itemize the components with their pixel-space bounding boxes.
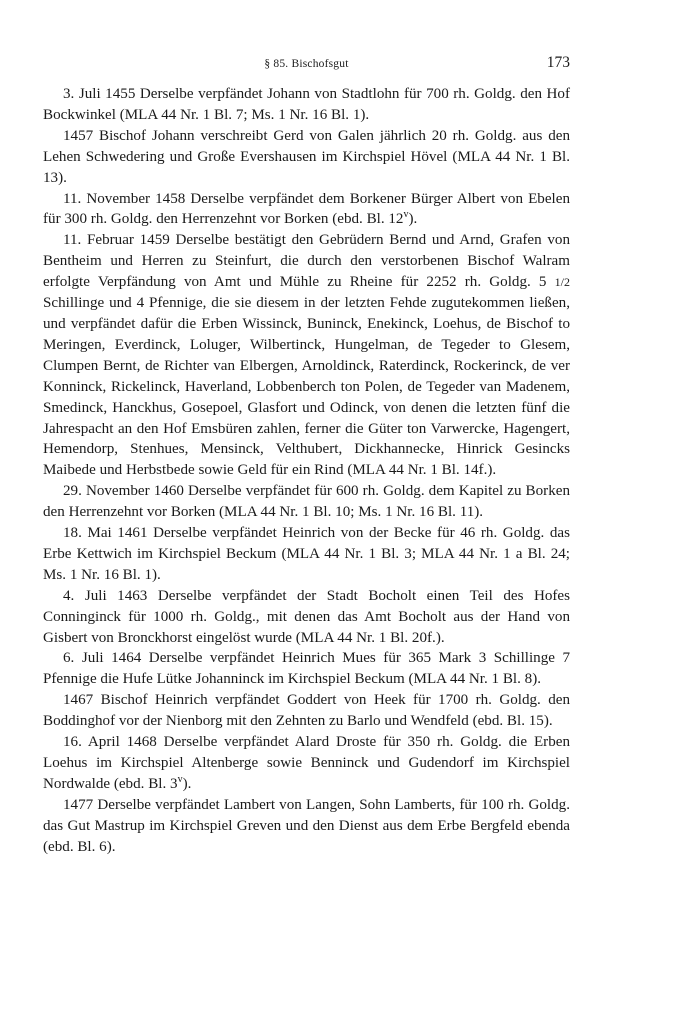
paragraph-text: 11. November 1458 Derselbe verpfändet dem Borkener Bürger Albert von Ebelen für 300 rh. Goldg. den Herrenzehnt vor Borken (ebd. Bl. 12	[43, 190, 570, 228]
paragraph-text: 11. Februar 1459 Derselbe bestätigt den Gebrüdern Bernd und Arnd, Grafen von Bentheim und Herren zu Steinfurt, die durch den verstorbenen Bischof Walram erfolgte Verpfändung von Amt und Mühle zu Rheine für 2252 rh. Goldg. 5	[43, 232, 570, 291]
paragraph-1477: 1477 Derselbe verpfändet Lambert von Langen, Sohn Lamberts, für 100 rh. Goldg. das Gut Mastrup im Kirchspiel Greven und den Dienst aus dem Erbe Bergfeld ebenda (ebd. Bl. 6).	[43, 796, 570, 855]
paragraph-1461: 18. Mai 1461 Derselbe verpfändet Heinrich von der Becke für 46 rh. Goldg. das Erbe Kettwich im Kirchspiel Beckum (MLA 44 Nr. 1 Bl. 3; MLA 44 Nr. 1 a Bl. 24; Ms. 1 Nr. 16 Bl. 1).	[43, 525, 570, 583]
paragraph-text: ).	[182, 775, 192, 792]
paragraph-1455: 3. Juli 1455 Derselbe verpfändet Johann von Stadtlohn für 700 rh. Goldg. den Hof Bockwinkel (MLA 44 Nr. 1 Bl. 7; Ms. 1 Nr. 16 Bl. 1).	[43, 86, 570, 123]
paragraph-text: ).	[408, 211, 418, 228]
paragraph-1459	[43, 230, 570, 481]
paragraph-1457: 1457 Bischof Johann verschreibt Gerd von Galen jährlich 20 rh. Goldg. aus den Lehen Schwedering und Große Evershausen im Kirchspiel Hövel (MLA 44 Nr. 1 Bl. 13).	[43, 127, 570, 186]
paragraph-1464: 6. Juli 1464 Derselbe verpfändet Heinrich Mues für 365 Mark 3 Schillinge 7 Pfennige die Hufe Lütke Johanninck im Kirchspiel Beckum (MLA 44 Nr. 1 Bl. 8).	[43, 650, 570, 688]
paragraph-1468	[43, 732, 570, 795]
running-head	[43, 52, 570, 74]
paragraph-1458	[43, 189, 570, 231]
document-page	[43, 52, 570, 858]
running-title: § 85. Bischofsgut	[264, 58, 349, 70]
page-number: 173	[546, 54, 570, 71]
paragraph-text: Schillinge und 4 Pfennige, die sie diesem in der letzten Fehde zugutekommen ließen, und verpfändet dafür die Erben Wissinck, Buninck, Enekinck, Loehus, de Bischof to Meringen, Everdinck, Loluger, Wilbertinck, Hungelman, de Tegeder to Glesem, Clumpen Bernt, de Richter van Elbergen, Arnoldinck, Raterdinck, Rockerinck, de ver Konninck, Rickelinck, Haverland, Lobbenberch ton Polen, de Tegeder van Madenem, Smedinck, Hanckhus, Gosepoel, Glasfort und Odinck, von denen die letzten fünf die Jahrespacht an den Hof Emsbüren zahlen, ferner die Güter ton Varwercke, Hagengert, Hemendorp, Stenhues, Mensinck, Velthubert, Dickhannecke, Hinrick Gesincks Maibede und Herbstbede sowie Geld für ein Rind (MLA 44 Nr. 1 Bl. 14f.).	[43, 295, 570, 479]
paragraph-1467: 1467 Bischof Heinrich verpfändet Goddert von Heek für 1700 rh. Goldg. den Boddinghof vor der Nienborg mit den Zehnten zu Barlo und Wendfeld (ebd. Bl. 15).	[43, 692, 570, 730]
fraction: 1/2	[554, 275, 570, 290]
paragraph-1463: 4. Juli 1463 Derselbe verpfändet der Stadt Bocholt einen Teil des Hofes Conninginck für 1000 rh. Goldg., mit denen das Amt Bocholt aus der Hand von Gisbert von Bronckhorst eingelöst wurde (MLA 44 Nr. 1 Bl. 20f.).	[43, 587, 570, 646]
paragraph-text: 16. April 1468 Derselbe verpfändet Alard Droste für 350 rh. Goldg. die Erben Loehus im Kirchspiel Altenberge sowie Benninck und Gudendorf im Kirchspiel Nordwalde (ebd. Bl. 3	[43, 734, 570, 792]
body-text	[43, 84, 570, 858]
verso-superscript: v	[177, 773, 183, 785]
verso-superscript: v	[403, 209, 409, 221]
paragraph-1460: 29. November 1460 Derselbe verpfändet für 600 rh. Goldg. dem Kapitel zu Borken den Herrenzehnt vor Borken (MLA 44 Nr. 1 Bl. 10; Ms. 1 Nr. 16 Bl. 11).	[43, 483, 570, 521]
